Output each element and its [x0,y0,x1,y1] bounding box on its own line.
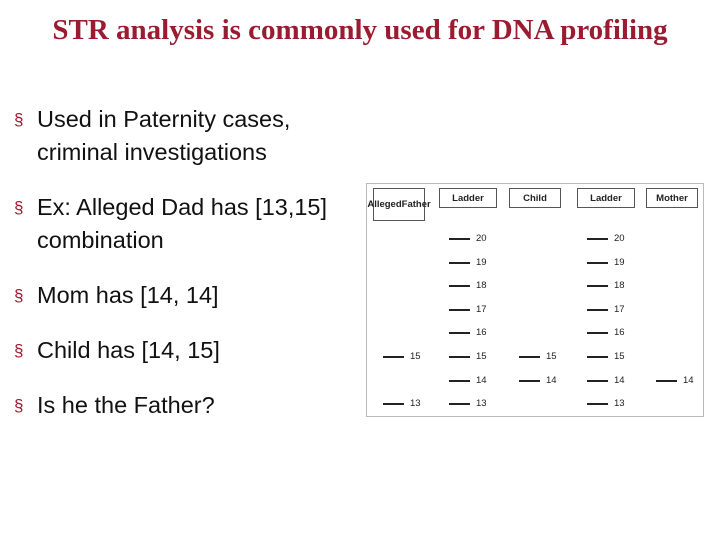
gel-band-label: 13 [410,398,421,410]
gel-band-label: 17 [476,303,487,315]
gel-band [587,309,608,311]
bullet-item [14,191,364,257]
gel-band [383,356,404,358]
gel-band [587,262,608,264]
gel-lane-header: Ladder [439,188,497,208]
gel-band [449,262,470,264]
gel-band-label: 17 [614,303,625,315]
gel-lane-header: Alleged Father [373,188,425,221]
bullet-marker-icon: § [14,286,24,305]
bullet-item [14,103,364,169]
gel-band [587,380,608,382]
gel-band [449,380,470,382]
str-gel-diagram [366,183,704,417]
bullet-text: Is he the Father? [37,392,215,418]
gel-band-label: 19 [476,256,487,268]
gel-band [587,403,608,405]
gel-band [383,403,404,405]
gel-band [519,356,540,358]
bullet-marker-icon: § [14,110,24,129]
bullet-text: Child has [14, 15] [37,337,220,363]
gel-band-label: 15 [410,351,421,362]
gel-band [449,356,470,358]
gel-band-label: 20 [614,233,625,244]
slide-title: STR analysis is commonly used for DNA profiling [52,14,668,46]
gel-band-label: 15 [614,351,625,362]
bullet-text: Used in Paternity cases, criminal investigations [37,106,291,165]
gel-band-label: 15 [546,351,557,362]
bullet-item [14,334,364,367]
gel-band-label: 18 [614,280,625,292]
gel-band-label: 14 [476,374,487,386]
gel-band [449,403,470,405]
gel-band [449,309,470,311]
gel-band [587,238,608,240]
gel-band [449,285,470,287]
gel-band [449,238,470,240]
gel-lane-header: Ladder [577,188,635,208]
gel-band-label: 14 [546,374,557,386]
bullet-marker-icon: § [14,198,24,217]
gel-band-label: 18 [476,280,487,292]
bullet-item [14,389,364,422]
bullet-list [14,103,364,422]
bullet-marker-icon: § [14,396,24,415]
gel-band [587,285,608,287]
gel-lane-header: Child [509,188,561,208]
gel-band-label: 14 [683,374,694,386]
gel-band [449,332,470,334]
gel-band-label: 19 [614,256,625,268]
gel-band [587,332,608,334]
gel-band [656,380,677,382]
gel-band-label: 13 [476,398,487,410]
gel-lane-header: Mother [646,188,698,208]
gel-band-label: 16 [614,327,625,339]
bullet-text: Ex: Alleged Dad has [13,15] combination [37,194,328,253]
bullet-marker-icon: § [14,341,24,360]
gel-band-label: 20 [476,233,487,244]
gel-band-label: 15 [476,351,487,362]
gel-band [587,356,608,358]
bullet-item [14,279,364,312]
gel-band-label: 13 [614,398,625,410]
gel-band-label: 14 [614,374,625,386]
gel-band [519,380,540,382]
bullet-text: Mom has [14, 14] [37,282,219,308]
gel-band-label: 16 [476,327,487,339]
